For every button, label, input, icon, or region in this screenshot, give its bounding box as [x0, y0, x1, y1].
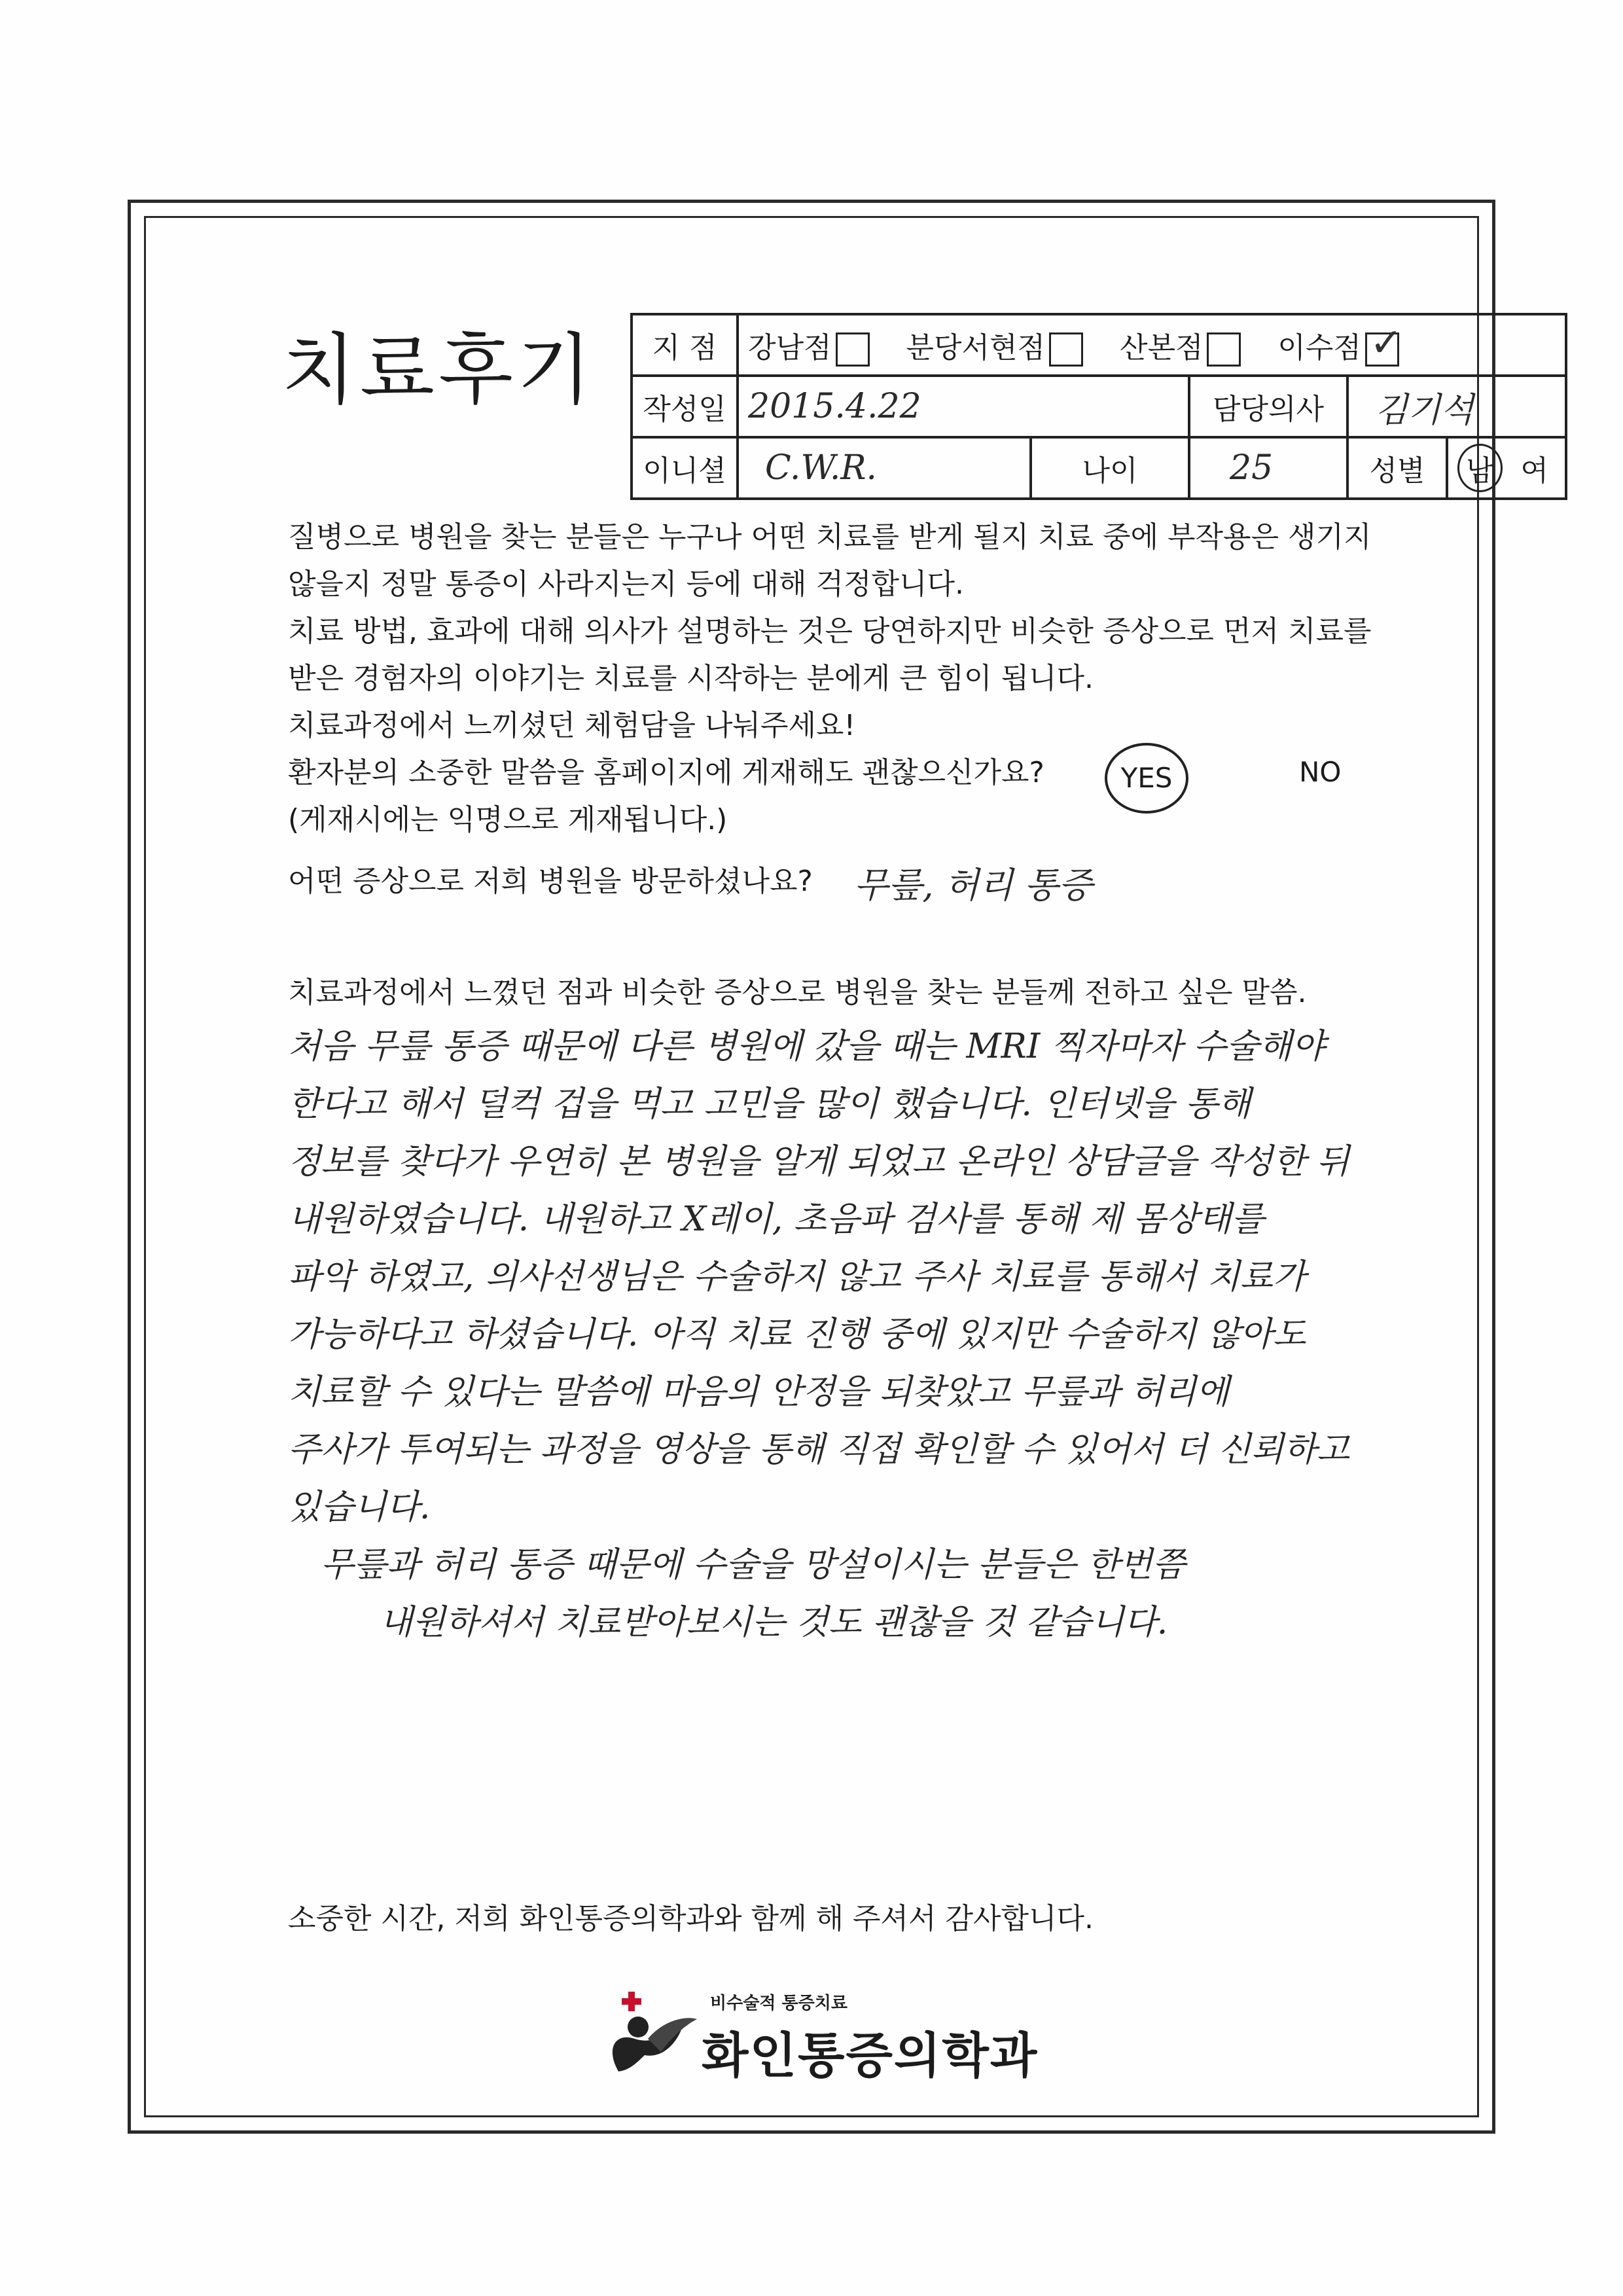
- intro-line: 치료 방법, 효과에 대해 의사가 설명하는 것은 당연하지만 비슷한 증상으로 먼저 치료를: [288, 615, 1372, 648]
- review-line: 파악 하였고, 의사선생님은 수술하지 않고 주사 치료를 통해서 치료가: [288, 1257, 1306, 1297]
- consent-no-option[interactable]: NO: [1299, 756, 1342, 788]
- age-label: 나이: [1031, 437, 1189, 499]
- date-value[interactable]: 2015.4.22: [738, 376, 1189, 437]
- info-table: [630, 313, 1567, 500]
- review-line: 있습니다.: [288, 1488, 431, 1527]
- initial-label: 이니셜: [632, 437, 738, 499]
- branch-label: 지 점: [632, 314, 738, 376]
- review-line: 내원하였습니다. 내원하고 X레이, 초음파 검사를 통해 제 몸상태를: [288, 1200, 1264, 1239]
- intro-line: 질병으로 병원을 찾는 분들은 누구나 어떤 치료를 받게 될지 치료 중에 부작용은 생기지: [288, 520, 1372, 554]
- age-value[interactable]: 25: [1189, 437, 1347, 499]
- doctor-value[interactable]: 김기석: [1347, 376, 1566, 437]
- gender-options: [1447, 437, 1566, 499]
- intro-line: (게재시에는 익명으로 게재됩니다.): [288, 803, 728, 836]
- branch-gangnam-label: 강남점: [748, 331, 832, 365]
- branch-isu-checkbox[interactable]: [1365, 332, 1399, 367]
- review-line: 가능하다고 하셨습니다. 아직 치료 진행 중에 있지만 수술하지 않아도: [288, 1315, 1306, 1354]
- review-prompt: 치료과정에서 느꼈던 점과 비슷한 증상으로 병원을 찾는 분들께 전하고 싶은 말씀.: [288, 976, 1307, 1009]
- closing-message: 소중한 시간, 저희 화인통증의학과와 함께 해 주셔서 감사합니다.: [288, 1902, 1094, 1935]
- doctor-label: 담당의사: [1189, 376, 1347, 437]
- branch-gangnam-checkbox[interactable]: [836, 332, 870, 367]
- gender-label: 성별: [1347, 437, 1447, 499]
- consent-question: 환자분의 소중한 말씀을 홈페이지에 게재해도 괜찮으신가요?: [288, 756, 1044, 789]
- initial-value[interactable]: C.W.R.: [738, 437, 1031, 499]
- review-body[interactable]: [288, 1018, 1414, 1651]
- intro-line: 않을지 정말 통증이 사라지는지 등에 대해 걱정합니다.: [288, 567, 964, 601]
- gender-female-option[interactable]: 여: [1520, 454, 1549, 488]
- intro-text: [288, 514, 1400, 844]
- review-line: 주사가 투여되는 과정을 영상을 통해 직접 확인할 수 있어서 더 신뢰하고: [288, 1430, 1350, 1469]
- gender-male-option[interactable]: 남: [1457, 444, 1503, 492]
- logo-name: 화인통증의학과: [702, 2028, 1039, 2084]
- intro-line: 받은 경험자의 이야기는 치료를 시작하는 분에게 큰 힘이 됩니다.: [288, 662, 1094, 695]
- symptom-question: 어떤 증상으로 저희 병원을 방문하셨나요?: [288, 865, 813, 898]
- branch-isu-label: 이수점: [1277, 331, 1361, 365]
- review-line: 처음 무릎 통증 때문에 다른 병원에 갔을 때는 MRI 찍자마자 수술해야: [288, 1027, 1325, 1066]
- review-line: 한다고 해서 덜컥 겁을 먹고 고민을 많이 했습니다. 인터넷을 통해: [288, 1085, 1251, 1124]
- branch-options: [738, 314, 1566, 376]
- intro-line: 치료과정에서 느끼셨던 체험담을 나눠주세요!: [288, 709, 856, 742]
- logo-tagline: 비수술적 통증치료: [710, 1994, 847, 2013]
- page-title: 치료후기: [281, 325, 596, 415]
- branch-sanbon-label: 산본점: [1119, 331, 1204, 365]
- consent-yes-option[interactable]: YES: [1105, 743, 1188, 814]
- review-line: 치료할 수 있다는 말씀에 마음의 안정을 되찾았고 무릎과 허리에: [288, 1372, 1230, 1412]
- branch-sanbon-checkbox[interactable]: [1207, 332, 1241, 367]
- review-line: 무릎과 허리 통증 때문에 수술을 망설이시는 분들은 한번쯤: [321, 1545, 1186, 1585]
- review-line: 내원하셔서 치료받아보시는 것도 괜찮을 것 같습니다.: [380, 1603, 1168, 1642]
- date-label: 작성일: [632, 376, 738, 437]
- branch-bundang-label: 분당서현점: [906, 331, 1045, 365]
- branch-bundang-checkbox[interactable]: [1049, 332, 1083, 367]
- symptom-answer[interactable]: 무릎, 허리 통증: [854, 865, 1093, 906]
- review-line: 정보를 찾다가 우연히 본 병원을 알게 되었고 온라인 상담글을 작성한 뒤: [288, 1142, 1350, 1181]
